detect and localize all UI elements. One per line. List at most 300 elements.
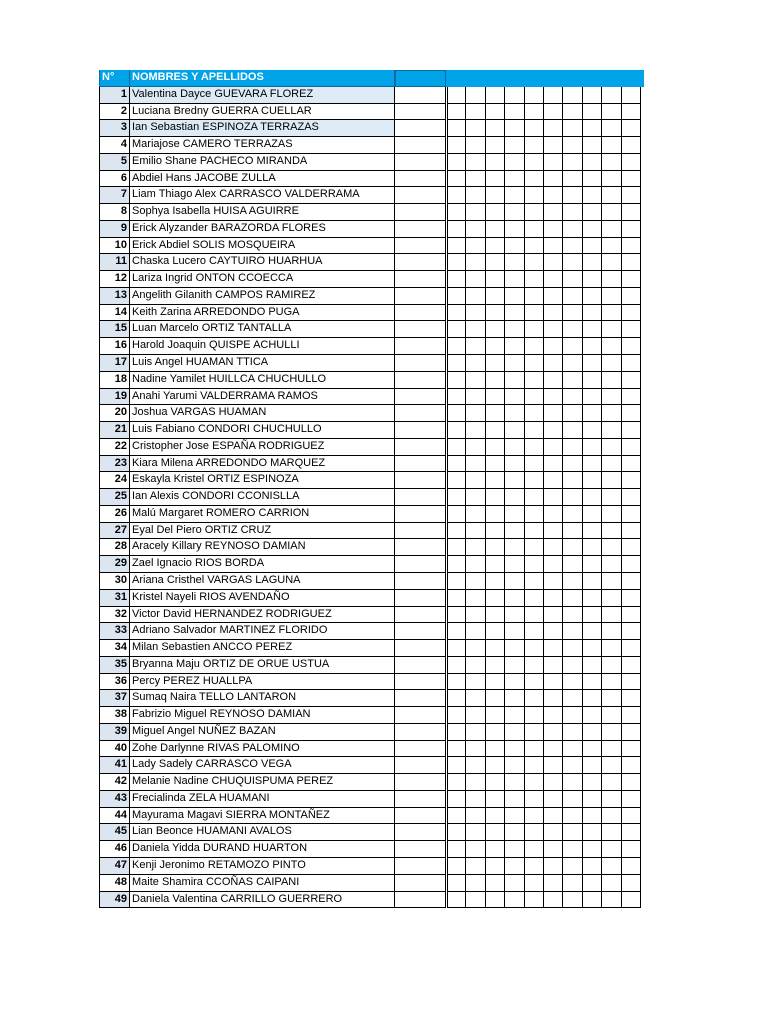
attendance-check-cell[interactable]: [505, 539, 524, 556]
attendance-check-cell[interactable]: [622, 389, 641, 406]
attendance-check-cell[interactable]: [563, 271, 582, 288]
attendance-check-cell[interactable]: [544, 523, 563, 540]
attendance-check-cell[interactable]: [447, 539, 466, 556]
attendance-check-cell[interactable]: [466, 456, 485, 473]
attendance-check-cell[interactable]: [563, 87, 582, 104]
attendance-check-cell[interactable]: [622, 238, 641, 255]
attendance-check-cell[interactable]: [525, 120, 544, 137]
attendance-check-cell[interactable]: [486, 590, 505, 607]
blank-cell[interactable]: [395, 841, 446, 858]
attendance-check-cell[interactable]: [447, 305, 466, 322]
blank-cell[interactable]: [395, 892, 446, 909]
attendance-check-cell[interactable]: [486, 120, 505, 137]
attendance-check-cell[interactable]: [563, 573, 582, 590]
attendance-check-cell[interactable]: [583, 372, 602, 389]
attendance-check-cell[interactable]: [486, 523, 505, 540]
attendance-check-cell[interactable]: [525, 187, 544, 204]
attendance-check-cell[interactable]: [602, 808, 621, 825]
attendance-check-cell[interactable]: [447, 456, 466, 473]
attendance-check-cell[interactable]: [525, 623, 544, 640]
attendance-check-cell[interactable]: [466, 741, 485, 758]
attendance-check-cell[interactable]: [466, 221, 485, 238]
attendance-check-cell[interactable]: [622, 204, 641, 221]
attendance-check-cell[interactable]: [544, 506, 563, 523]
attendance-check-cell[interactable]: [466, 120, 485, 137]
attendance-check-cell[interactable]: [622, 808, 641, 825]
attendance-check-cell[interactable]: [505, 338, 524, 355]
attendance-check-cell[interactable]: [622, 623, 641, 640]
attendance-check-cell[interactable]: [486, 607, 505, 624]
attendance-check-cell[interactable]: [602, 405, 621, 422]
attendance-check-cell[interactable]: [447, 824, 466, 841]
attendance-check-cell[interactable]: [622, 87, 641, 104]
attendance-check-cell[interactable]: [505, 741, 524, 758]
attendance-check-cell[interactable]: [525, 204, 544, 221]
attendance-check-cell[interactable]: [563, 623, 582, 640]
attendance-check-cell[interactable]: [563, 221, 582, 238]
attendance-check-cell[interactable]: [505, 456, 524, 473]
attendance-check-cell[interactable]: [486, 808, 505, 825]
attendance-check-cell[interactable]: [486, 154, 505, 171]
attendance-check-cell[interactable]: [583, 724, 602, 741]
attendance-check-cell[interactable]: [583, 137, 602, 154]
attendance-check-cell[interactable]: [563, 137, 582, 154]
attendance-check-cell[interactable]: [563, 456, 582, 473]
attendance-check-cell[interactable]: [466, 171, 485, 188]
attendance-check-cell[interactable]: [486, 87, 505, 104]
blank-cell[interactable]: [395, 271, 446, 288]
attendance-check-cell[interactable]: [544, 824, 563, 841]
attendance-check-cell[interactable]: [525, 104, 544, 121]
attendance-check-cell[interactable]: [602, 221, 621, 238]
attendance-check-cell[interactable]: [466, 355, 485, 372]
attendance-check-cell[interactable]: [544, 439, 563, 456]
attendance-check-cell[interactable]: [602, 892, 621, 909]
attendance-check-cell[interactable]: [505, 288, 524, 305]
attendance-check-cell[interactable]: [486, 774, 505, 791]
attendance-check-cell[interactable]: [466, 607, 485, 624]
attendance-check-cell[interactable]: [505, 187, 524, 204]
attendance-check-cell[interactable]: [583, 892, 602, 909]
attendance-check-cell[interactable]: [505, 439, 524, 456]
attendance-check-cell[interactable]: [583, 171, 602, 188]
attendance-check-cell[interactable]: [583, 472, 602, 489]
attendance-check-cell[interactable]: [466, 321, 485, 338]
attendance-check-cell[interactable]: [602, 120, 621, 137]
attendance-check-cell[interactable]: [525, 774, 544, 791]
blank-cell[interactable]: [395, 741, 446, 758]
attendance-check-cell[interactable]: [583, 808, 602, 825]
attendance-check-cell[interactable]: [563, 204, 582, 221]
attendance-check-cell[interactable]: [486, 674, 505, 691]
attendance-check-cell[interactable]: [602, 757, 621, 774]
attendance-check-cell[interactable]: [544, 372, 563, 389]
attendance-check-cell[interactable]: [466, 573, 485, 590]
attendance-check-cell[interactable]: [544, 623, 563, 640]
attendance-check-cell[interactable]: [466, 405, 485, 422]
attendance-check-cell[interactable]: [466, 757, 485, 774]
attendance-check-cell[interactable]: [544, 573, 563, 590]
attendance-check-cell[interactable]: [583, 422, 602, 439]
attendance-check-cell[interactable]: [525, 690, 544, 707]
attendance-check-cell[interactable]: [602, 858, 621, 875]
attendance-check-cell[interactable]: [466, 724, 485, 741]
attendance-check-cell[interactable]: [505, 724, 524, 741]
attendance-check-cell[interactable]: [466, 137, 485, 154]
blank-cell[interactable]: [395, 238, 446, 255]
blank-cell[interactable]: [395, 707, 446, 724]
attendance-check-cell[interactable]: [466, 774, 485, 791]
attendance-check-cell[interactable]: [563, 674, 582, 691]
attendance-check-cell[interactable]: [505, 137, 524, 154]
attendance-check-cell[interactable]: [505, 573, 524, 590]
attendance-check-cell[interactable]: [466, 389, 485, 406]
attendance-check-cell[interactable]: [447, 757, 466, 774]
attendance-check-cell[interactable]: [447, 338, 466, 355]
attendance-check-cell[interactable]: [486, 271, 505, 288]
blank-cell[interactable]: [395, 221, 446, 238]
attendance-check-cell[interactable]: [447, 690, 466, 707]
attendance-check-cell[interactable]: [544, 690, 563, 707]
attendance-check-cell[interactable]: [622, 321, 641, 338]
attendance-check-cell[interactable]: [544, 841, 563, 858]
blank-cell[interactable]: [395, 757, 446, 774]
attendance-check-cell[interactable]: [466, 657, 485, 674]
attendance-check-cell[interactable]: [486, 171, 505, 188]
attendance-check-cell[interactable]: [602, 154, 621, 171]
attendance-check-cell[interactable]: [525, 372, 544, 389]
attendance-check-cell[interactable]: [486, 657, 505, 674]
attendance-check-cell[interactable]: [583, 439, 602, 456]
attendance-check-cell[interactable]: [525, 221, 544, 238]
attendance-check-cell[interactable]: [583, 590, 602, 607]
blank-cell[interactable]: [395, 573, 446, 590]
attendance-check-cell[interactable]: [466, 472, 485, 489]
attendance-check-cell[interactable]: [525, 489, 544, 506]
attendance-check-cell[interactable]: [447, 506, 466, 523]
attendance-check-cell[interactable]: [486, 238, 505, 255]
attendance-check-cell[interactable]: [505, 120, 524, 137]
attendance-check-cell[interactable]: [583, 539, 602, 556]
attendance-check-cell[interactable]: [602, 824, 621, 841]
attendance-check-cell[interactable]: [622, 875, 641, 892]
attendance-check-cell[interactable]: [622, 338, 641, 355]
attendance-check-cell[interactable]: [505, 238, 524, 255]
attendance-check-cell[interactable]: [622, 674, 641, 691]
blank-cell[interactable]: [395, 657, 446, 674]
attendance-check-cell[interactable]: [525, 791, 544, 808]
attendance-check-cell[interactable]: [544, 640, 563, 657]
attendance-check-cell[interactable]: [602, 254, 621, 271]
attendance-check-cell[interactable]: [447, 556, 466, 573]
attendance-check-cell[interactable]: [583, 674, 602, 691]
attendance-check-cell[interactable]: [525, 87, 544, 104]
attendance-check-cell[interactable]: [466, 690, 485, 707]
attendance-check-cell[interactable]: [563, 858, 582, 875]
blank-cell[interactable]: [395, 87, 446, 104]
attendance-check-cell[interactable]: [583, 288, 602, 305]
attendance-check-cell[interactable]: [622, 355, 641, 372]
attendance-check-cell[interactable]: [583, 841, 602, 858]
attendance-check-cell[interactable]: [563, 607, 582, 624]
attendance-check-cell[interactable]: [563, 824, 582, 841]
attendance-check-cell[interactable]: [447, 137, 466, 154]
attendance-check-cell[interactable]: [505, 204, 524, 221]
attendance-check-cell[interactable]: [447, 607, 466, 624]
attendance-check-cell[interactable]: [525, 271, 544, 288]
attendance-check-cell[interactable]: [466, 808, 485, 825]
blank-cell[interactable]: [395, 338, 446, 355]
attendance-check-cell[interactable]: [563, 405, 582, 422]
blank-cell[interactable]: [395, 405, 446, 422]
attendance-check-cell[interactable]: [622, 120, 641, 137]
attendance-check-cell[interactable]: [505, 321, 524, 338]
attendance-check-cell[interactable]: [505, 824, 524, 841]
attendance-check-cell[interactable]: [563, 321, 582, 338]
blank-cell[interactable]: [395, 607, 446, 624]
attendance-check-cell[interactable]: [525, 422, 544, 439]
attendance-check-cell[interactable]: [505, 489, 524, 506]
attendance-check-cell[interactable]: [525, 556, 544, 573]
attendance-check-cell[interactable]: [447, 355, 466, 372]
attendance-check-cell[interactable]: [602, 841, 621, 858]
attendance-check-cell[interactable]: [544, 757, 563, 774]
attendance-check-cell[interactable]: [525, 506, 544, 523]
attendance-check-cell[interactable]: [583, 254, 602, 271]
attendance-check-cell[interactable]: [602, 456, 621, 473]
attendance-check-cell[interactable]: [563, 187, 582, 204]
attendance-check-cell[interactable]: [563, 808, 582, 825]
attendance-check-cell[interactable]: [544, 808, 563, 825]
attendance-check-cell[interactable]: [622, 573, 641, 590]
blank-cell[interactable]: [395, 305, 446, 322]
attendance-check-cell[interactable]: [622, 422, 641, 439]
blank-cell[interactable]: [395, 389, 446, 406]
attendance-check-cell[interactable]: [525, 254, 544, 271]
attendance-check-cell[interactable]: [622, 154, 641, 171]
attendance-check-cell[interactable]: [622, 824, 641, 841]
attendance-check-cell[interactable]: [505, 808, 524, 825]
attendance-check-cell[interactable]: [505, 271, 524, 288]
attendance-check-cell[interactable]: [563, 791, 582, 808]
attendance-check-cell[interactable]: [486, 472, 505, 489]
attendance-check-cell[interactable]: [466, 254, 485, 271]
attendance-check-cell[interactable]: [583, 238, 602, 255]
attendance-check-cell[interactable]: [505, 154, 524, 171]
attendance-check-cell[interactable]: [583, 338, 602, 355]
attendance-check-cell[interactable]: [486, 640, 505, 657]
attendance-check-cell[interactable]: [447, 774, 466, 791]
attendance-check-cell[interactable]: [486, 422, 505, 439]
attendance-check-cell[interactable]: [447, 858, 466, 875]
attendance-check-cell[interactable]: [602, 305, 621, 322]
attendance-check-cell[interactable]: [505, 841, 524, 858]
attendance-check-cell[interactable]: [622, 791, 641, 808]
attendance-check-cell[interactable]: [486, 372, 505, 389]
attendance-check-cell[interactable]: [583, 741, 602, 758]
attendance-check-cell[interactable]: [486, 858, 505, 875]
attendance-check-cell[interactable]: [602, 657, 621, 674]
attendance-check-cell[interactable]: [466, 791, 485, 808]
blank-cell[interactable]: [395, 187, 446, 204]
attendance-check-cell[interactable]: [583, 204, 602, 221]
attendance-check-cell[interactable]: [563, 489, 582, 506]
attendance-check-cell[interactable]: [447, 573, 466, 590]
attendance-check-cell[interactable]: [563, 472, 582, 489]
attendance-check-cell[interactable]: [622, 489, 641, 506]
attendance-check-cell[interactable]: [544, 422, 563, 439]
attendance-check-cell[interactable]: [583, 824, 602, 841]
attendance-check-cell[interactable]: [466, 590, 485, 607]
attendance-check-cell[interactable]: [544, 104, 563, 121]
attendance-check-cell[interactable]: [525, 137, 544, 154]
attendance-check-cell[interactable]: [563, 120, 582, 137]
blank-cell[interactable]: [395, 489, 446, 506]
attendance-check-cell[interactable]: [583, 707, 602, 724]
attendance-check-cell[interactable]: [622, 757, 641, 774]
attendance-check-cell[interactable]: [563, 892, 582, 909]
attendance-check-cell[interactable]: [447, 204, 466, 221]
attendance-check-cell[interactable]: [602, 590, 621, 607]
attendance-check-cell[interactable]: [583, 389, 602, 406]
attendance-check-cell[interactable]: [505, 892, 524, 909]
attendance-check-cell[interactable]: [447, 405, 466, 422]
attendance-check-cell[interactable]: [447, 472, 466, 489]
attendance-check-cell[interactable]: [466, 892, 485, 909]
attendance-check-cell[interactable]: [602, 607, 621, 624]
attendance-check-cell[interactable]: [544, 254, 563, 271]
attendance-check-cell[interactable]: [486, 204, 505, 221]
attendance-check-cell[interactable]: [602, 372, 621, 389]
attendance-check-cell[interactable]: [486, 305, 505, 322]
attendance-check-cell[interactable]: [602, 489, 621, 506]
attendance-check-cell[interactable]: [447, 707, 466, 724]
attendance-check-cell[interactable]: [563, 288, 582, 305]
attendance-check-cell[interactable]: [525, 741, 544, 758]
blank-cell[interactable]: [395, 137, 446, 154]
attendance-check-cell[interactable]: [505, 875, 524, 892]
attendance-check-cell[interactable]: [602, 506, 621, 523]
attendance-check-cell[interactable]: [602, 137, 621, 154]
attendance-check-cell[interactable]: [563, 741, 582, 758]
attendance-check-cell[interactable]: [544, 707, 563, 724]
attendance-check-cell[interactable]: [525, 288, 544, 305]
attendance-check-cell[interactable]: [544, 238, 563, 255]
attendance-check-cell[interactable]: [466, 506, 485, 523]
attendance-check-cell[interactable]: [505, 305, 524, 322]
attendance-check-cell[interactable]: [544, 590, 563, 607]
blank-cell[interactable]: [395, 254, 446, 271]
attendance-check-cell[interactable]: [486, 724, 505, 741]
attendance-check-cell[interactable]: [447, 321, 466, 338]
attendance-check-cell[interactable]: [505, 640, 524, 657]
blank-cell[interactable]: [395, 808, 446, 825]
attendance-check-cell[interactable]: [622, 556, 641, 573]
attendance-check-cell[interactable]: [466, 523, 485, 540]
blank-cell[interactable]: [395, 422, 446, 439]
attendance-check-cell[interactable]: [583, 87, 602, 104]
attendance-check-cell[interactable]: [544, 875, 563, 892]
attendance-check-cell[interactable]: [563, 875, 582, 892]
attendance-check-cell[interactable]: [525, 724, 544, 741]
attendance-check-cell[interactable]: [525, 305, 544, 322]
attendance-check-cell[interactable]: [505, 254, 524, 271]
blank-cell[interactable]: [395, 724, 446, 741]
attendance-check-cell[interactable]: [583, 774, 602, 791]
blank-cell[interactable]: [395, 372, 446, 389]
attendance-check-cell[interactable]: [525, 892, 544, 909]
attendance-check-cell[interactable]: [447, 590, 466, 607]
attendance-check-cell[interactable]: [544, 472, 563, 489]
attendance-check-cell[interactable]: [622, 439, 641, 456]
attendance-check-cell[interactable]: [505, 607, 524, 624]
attendance-check-cell[interactable]: [583, 221, 602, 238]
attendance-check-cell[interactable]: [544, 288, 563, 305]
attendance-check-cell[interactable]: [622, 221, 641, 238]
attendance-check-cell[interactable]: [466, 305, 485, 322]
attendance-check-cell[interactable]: [602, 288, 621, 305]
attendance-check-cell[interactable]: [622, 254, 641, 271]
attendance-check-cell[interactable]: [602, 187, 621, 204]
attendance-check-cell[interactable]: [486, 841, 505, 858]
attendance-check-cell[interactable]: [505, 372, 524, 389]
attendance-check-cell[interactable]: [447, 171, 466, 188]
attendance-check-cell[interactable]: [544, 556, 563, 573]
blank-cell[interactable]: [395, 204, 446, 221]
attendance-check-cell[interactable]: [505, 523, 524, 540]
attendance-check-cell[interactable]: [583, 607, 602, 624]
blank-cell[interactable]: [395, 321, 446, 338]
attendance-check-cell[interactable]: [466, 707, 485, 724]
blank-cell[interactable]: [395, 774, 446, 791]
attendance-check-cell[interactable]: [447, 422, 466, 439]
attendance-check-cell[interactable]: [602, 204, 621, 221]
attendance-check-cell[interactable]: [622, 456, 641, 473]
attendance-check-cell[interactable]: [583, 640, 602, 657]
attendance-check-cell[interactable]: [486, 187, 505, 204]
attendance-check-cell[interactable]: [486, 539, 505, 556]
attendance-check-cell[interactable]: [466, 238, 485, 255]
attendance-check-cell[interactable]: [486, 556, 505, 573]
attendance-check-cell[interactable]: [505, 422, 524, 439]
attendance-check-cell[interactable]: [447, 657, 466, 674]
attendance-check-cell[interactable]: [544, 171, 563, 188]
attendance-check-cell[interactable]: [466, 439, 485, 456]
attendance-check-cell[interactable]: [602, 690, 621, 707]
attendance-check-cell[interactable]: [486, 741, 505, 758]
attendance-check-cell[interactable]: [544, 456, 563, 473]
attendance-check-cell[interactable]: [602, 539, 621, 556]
attendance-check-cell[interactable]: [622, 271, 641, 288]
attendance-check-cell[interactable]: [486, 389, 505, 406]
blank-cell[interactable]: [395, 456, 446, 473]
attendance-check-cell[interactable]: [525, 456, 544, 473]
attendance-check-cell[interactable]: [583, 120, 602, 137]
attendance-check-cell[interactable]: [466, 858, 485, 875]
attendance-check-cell[interactable]: [447, 439, 466, 456]
attendance-check-cell[interactable]: [583, 657, 602, 674]
attendance-check-cell[interactable]: [466, 422, 485, 439]
blank-cell[interactable]: [395, 690, 446, 707]
attendance-check-cell[interactable]: [447, 187, 466, 204]
attendance-check-cell[interactable]: [583, 791, 602, 808]
attendance-check-cell[interactable]: [447, 104, 466, 121]
attendance-check-cell[interactable]: [602, 439, 621, 456]
attendance-check-cell[interactable]: [622, 741, 641, 758]
attendance-check-cell[interactable]: [544, 338, 563, 355]
attendance-check-cell[interactable]: [525, 707, 544, 724]
attendance-check-cell[interactable]: [486, 757, 505, 774]
